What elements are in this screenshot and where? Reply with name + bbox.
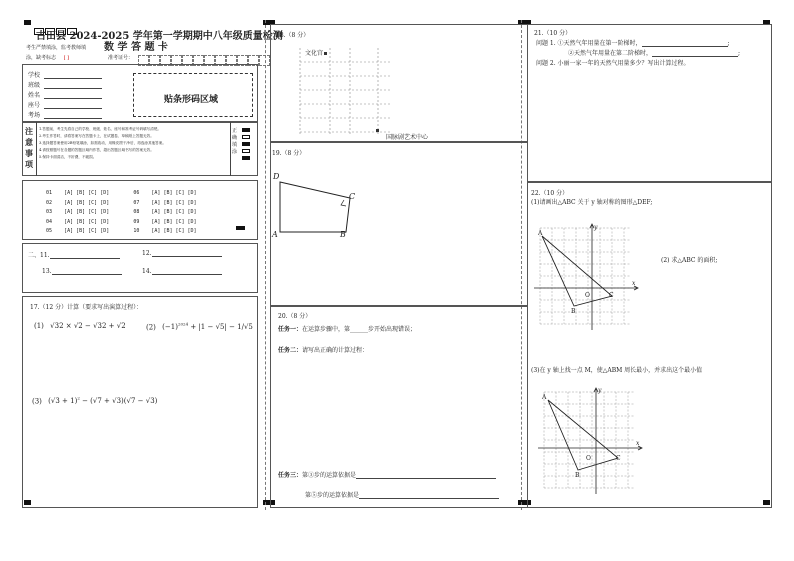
field-label: 座号 [28,102,41,109]
q20-task3-line2[interactable] [305,490,499,499]
q-number: 04 [46,218,53,225]
field-name[interactable] [28,90,102,99]
example-label: 正确填涂 [232,128,238,155]
q-number: 06 [133,190,140,196]
q-number: 09 [133,218,140,225]
timing-mark [236,226,245,230]
q12-field[interactable] [142,250,222,257]
options[interactable]: [A] [B] [C] [D] [64,209,110,215]
q22-x-2: x [636,440,640,447]
q-number: 01 [46,190,53,196]
q13-label: 13. [42,268,52,275]
q17-title: 17.（12 分）计算（要求写出演算过程）： [30,304,143,311]
q22-A-2: A [542,394,547,401]
q22-x-1: x [632,280,636,287]
q20-task1 [278,324,416,333]
q22-grid-2 [538,386,648,494]
task-text: 第⑤步的运算依据是 [305,492,360,499]
question-text: ②天然气年用量在第二阶梯时， [568,50,653,57]
q17-part2 [146,322,253,331]
q21-line2[interactable]: ②天然气年用量在第二阶梯时， ; [568,50,741,57]
q-number: 10 [133,228,140,234]
notes-title: 注意事项 [25,126,33,169]
barcode-label: 贴条形码区域 [164,95,219,105]
q18-grid [290,44,410,136]
options[interactable]: [A] [B] [C] [D] [64,228,110,234]
q22-part3: (3)在 y 轴上找一点 M，使△ABM 周长最小，并求出这个最小值 [531,367,703,374]
q22-grid-1 [534,222,644,330]
example-marks [242,128,252,160]
q21-line1[interactable]: 问题 1. ①天然气年用量在第一阶梯时， ; [536,40,730,47]
absent-bubble[interactable]: [ ] [63,55,70,61]
q20-task2 [278,345,368,354]
q19-title: 19.（8 分） [272,150,306,157]
q22-B-2: B [575,472,580,479]
options[interactable]: [A] [B] [C] [D] [151,190,197,196]
q22-title: 22.（10 分） [531,190,569,197]
q22-O-1: O [585,292,590,299]
note-item: 4.请按照题号在各题的答题区域内作答，超出答题区域书写的答案无效。 [39,148,154,152]
field-label: 考场 [28,112,41,119]
task-text: 请写出正确的计算过程： [302,347,369,354]
field-class[interactable] [28,80,102,89]
exam-subtitle: 数 学 答 题 卡 [104,42,168,53]
task-label: 任务三： [278,472,303,479]
task-text: 在运算步骤中，第______步开始出现错误； [302,326,417,333]
options[interactable]: [A] [B] [C] [D] [64,199,110,206]
timing-mark [24,20,31,25]
choice-row[interactable] [46,199,197,209]
options[interactable]: [A] [B] [C] [D] [151,228,197,234]
field-seat[interactable] [28,100,102,109]
expression: √32 × √2 − √32 + √2 [50,322,126,330]
note-item: 5.保持卡面清洁，不折叠，不破损。 [39,155,97,159]
choice-grid[interactable] [46,189,197,237]
q19-B: B [340,230,346,239]
q22-y-1: y [594,224,598,231]
part-label: (3) [32,397,42,406]
q11-field[interactable] [28,250,120,259]
q11-label: 二、11. [28,252,50,259]
note-item: 3.选择题答案使用2B铅笔填涂，如需改动，用橡皮擦干净后，再选涂其他答案。 [39,141,166,145]
q20-title: 20.（8 分） [278,313,312,320]
barcode-area [133,73,253,117]
q19-C: C [349,192,356,201]
absent-notice: 考生严禁填涂，监考教师填 [26,45,87,51]
note-item: 1.答题前，考生先将自己的学校、班级、姓名、座号和准考证号码填写清楚。 [39,127,162,131]
field-room[interactable] [28,110,102,119]
options[interactable]: [A] [B] [C] [D] [64,218,110,225]
field-label: 班级 [28,82,41,89]
q22-y-2: y [598,387,602,394]
q20-task3[interactable] [278,470,496,479]
q22-part1: (1)请画出△ABC 关于 y 轴对称的图形△DEF; [531,199,653,206]
q17-part1 [34,322,126,330]
options[interactable]: [A] [B] [C] [D] [151,209,197,215]
options[interactable]: [A] [B] [C] [D] [151,218,197,225]
absent-notice [26,54,69,61]
q19-D: D [273,172,280,181]
q-number: 03 [46,209,53,215]
q14-label: 14. [142,268,152,275]
absent-notice-text: 涂，缺考标志 [26,55,57,61]
q12-label: 12. [142,250,152,257]
field-label: 姓名 [28,92,41,99]
options[interactable]: [A] [B] [C] [D] [64,190,110,196]
q22-C-1: C [609,292,614,299]
q-number: 02 [46,199,53,206]
q14-field[interactable] [142,268,222,275]
q22-part2: (2) 求△ABC 的面积; [661,257,718,264]
q17-part3 [32,396,157,405]
q-number: 07 [133,199,140,206]
part-label: (2) [146,323,156,332]
q22-C-2: C [616,455,621,462]
task-label: 任务一： [278,326,303,333]
field-school[interactable] [28,70,102,79]
q21-line3: 问题 2. 小丽一家一年的天然气用量多少？写出计算过程。 [536,60,690,67]
q18-label-bottom: 国脉剧艺术中心 [386,134,429,141]
q19-figure [270,168,370,243]
choice-row[interactable] [46,208,197,218]
note-item: 2.考生作答时，请将答案写在答题卡上，在试题卷、草稿纸上答题无效。 [39,134,154,138]
task-text: 第③步的运算依据是 [302,472,357,479]
choice-row[interactable] [46,227,197,237]
q-number: 08 [133,209,140,215]
q18-label-top: 文化宫 [305,50,324,57]
options[interactable]: [A] [B] [C] [D] [151,199,197,206]
expression: $(-1)^{2024} + |1 - √5| - 1/√5$ [162,322,253,332]
task-label: 任务二： [278,347,303,354]
notes-list [39,126,229,161]
q22-O-2: O [586,455,591,462]
q18-title: 18.（8 分） [276,32,310,39]
part-label: (1) [34,322,44,330]
exam-title: 古田县 2024-2025 学年第一学期期中八年级质量检测 [36,31,283,42]
q22-A-1: A [538,230,543,237]
q21-title: 21.（10 分） [534,30,572,37]
ticket-label: 准考证号： [108,55,134,61]
q-number: 05 [46,228,53,234]
q13-field[interactable] [42,268,122,275]
choice-row[interactable] [46,218,197,228]
q22-B-1: B [571,308,576,315]
expression: $(√3 + 1)^2 - (√7 + √3)(√7 - √3)$ [48,396,158,406]
question-text: 问题 1. ①天然气年用量在第一阶梯时， [536,40,642,47]
q19-A: A [272,230,278,239]
field-label: 学校 [28,72,41,79]
choice-row[interactable] [46,189,197,199]
